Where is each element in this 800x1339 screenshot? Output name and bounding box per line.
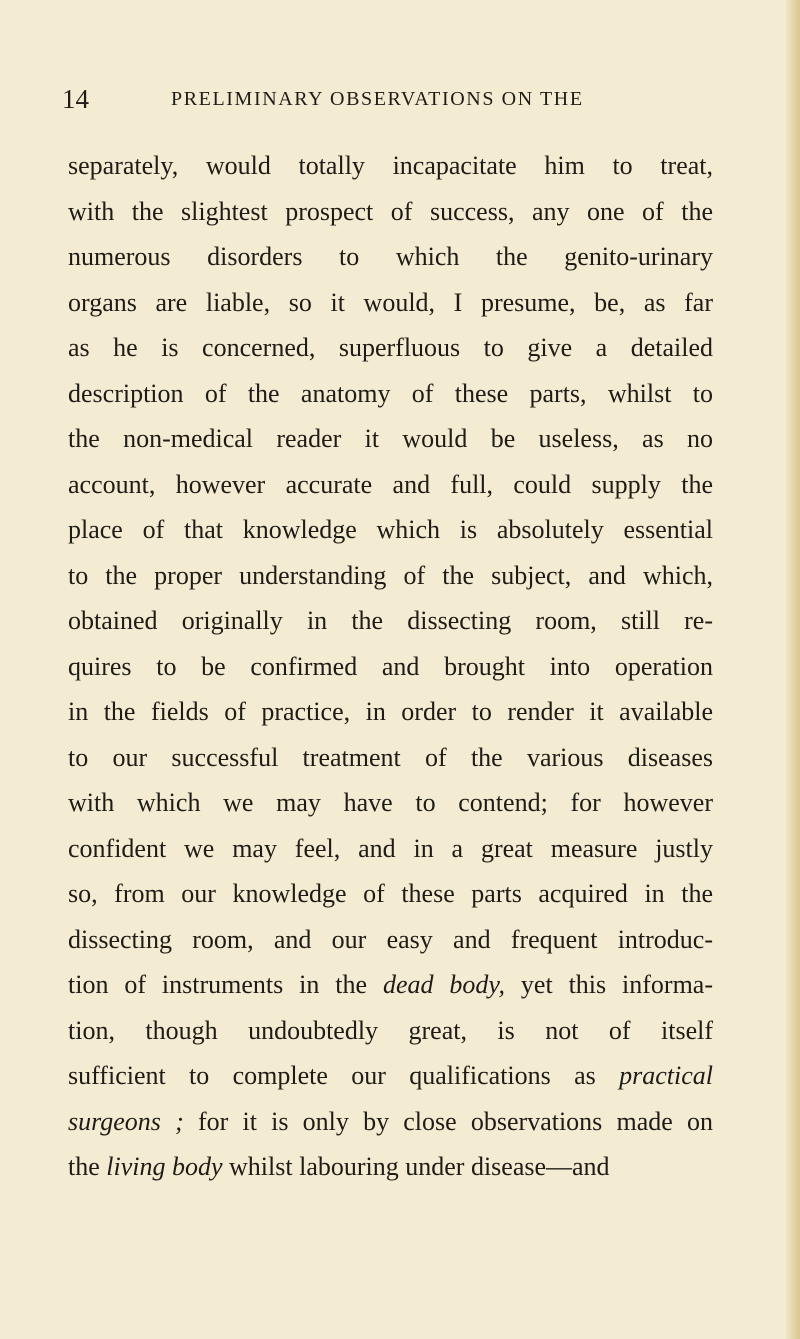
text-line: separately, would totally incapacitate him to treat, [68,151,713,180]
text-line: in the fields of practice, in order to render it available [68,697,713,726]
text-line [68,1053,713,1099]
text-line: numerous disorders to which the genito-urinary [68,242,713,271]
text-line: with the slightest prospect of success, any one of the [68,196,713,226]
page-number: 14 [62,84,89,114]
text-line [68,962,713,1008]
text-line: obtained originally in the dissecting room, still re- [68,606,713,635]
body-text [68,143,713,1190]
text-line: dissecting room, and our easy and frequent introduc- [68,924,713,954]
text-line: the non-medical reader it would be useless, as no [68,424,713,453]
text-line: organs are liable, so it would, I presume, be, as far [68,287,713,317]
page-edge [786,0,800,1339]
italic-term: surgeons ; [68,1106,184,1136]
text-segment: tion of instruments in the [68,970,383,999]
running-head: PRELIMINARY OBSERVATIONS ON THE [171,88,584,110]
text-line: quires to be confirmed and brought into operation [68,651,713,681]
text-line: to our successful treatment of the various diseases [68,742,713,772]
text-line [68,1144,713,1190]
italic-term: practical [619,1061,713,1090]
text-line: account, however accurate and full, could supply the [68,469,713,499]
text-segment: yet this informa- [505,970,713,999]
italic-term: dead body, [382,970,505,999]
text-line: as he is concerned, superfluous to give a detailed [68,333,713,362]
text-segment: whilst labouring under disease—and [222,1152,610,1181]
text-line: place of that knowledge which is absolutely essential [68,515,713,544]
text-line [68,1099,713,1145]
text-segment: for it is only by close observations made on [183,1106,713,1136]
text-line: tion, though undoubtedly great, is not of itself [68,1015,713,1045]
text-line: with which we may have to contend; for however [68,788,713,817]
text-line: confident we may feel, and in a great measure justly [68,833,713,863]
text-segment: sufficient to complete our qualifications as [68,1061,620,1090]
text-segment: the [68,1152,107,1181]
page-header [62,82,722,116]
text-line: description of the anatomy of these parts, whilst to [68,378,713,408]
text-line: to the proper understanding of the subject, and which, [68,560,713,590]
text-line: so, from our knowledge of these parts acquired in the [68,879,713,908]
italic-term: living body [106,1152,223,1181]
